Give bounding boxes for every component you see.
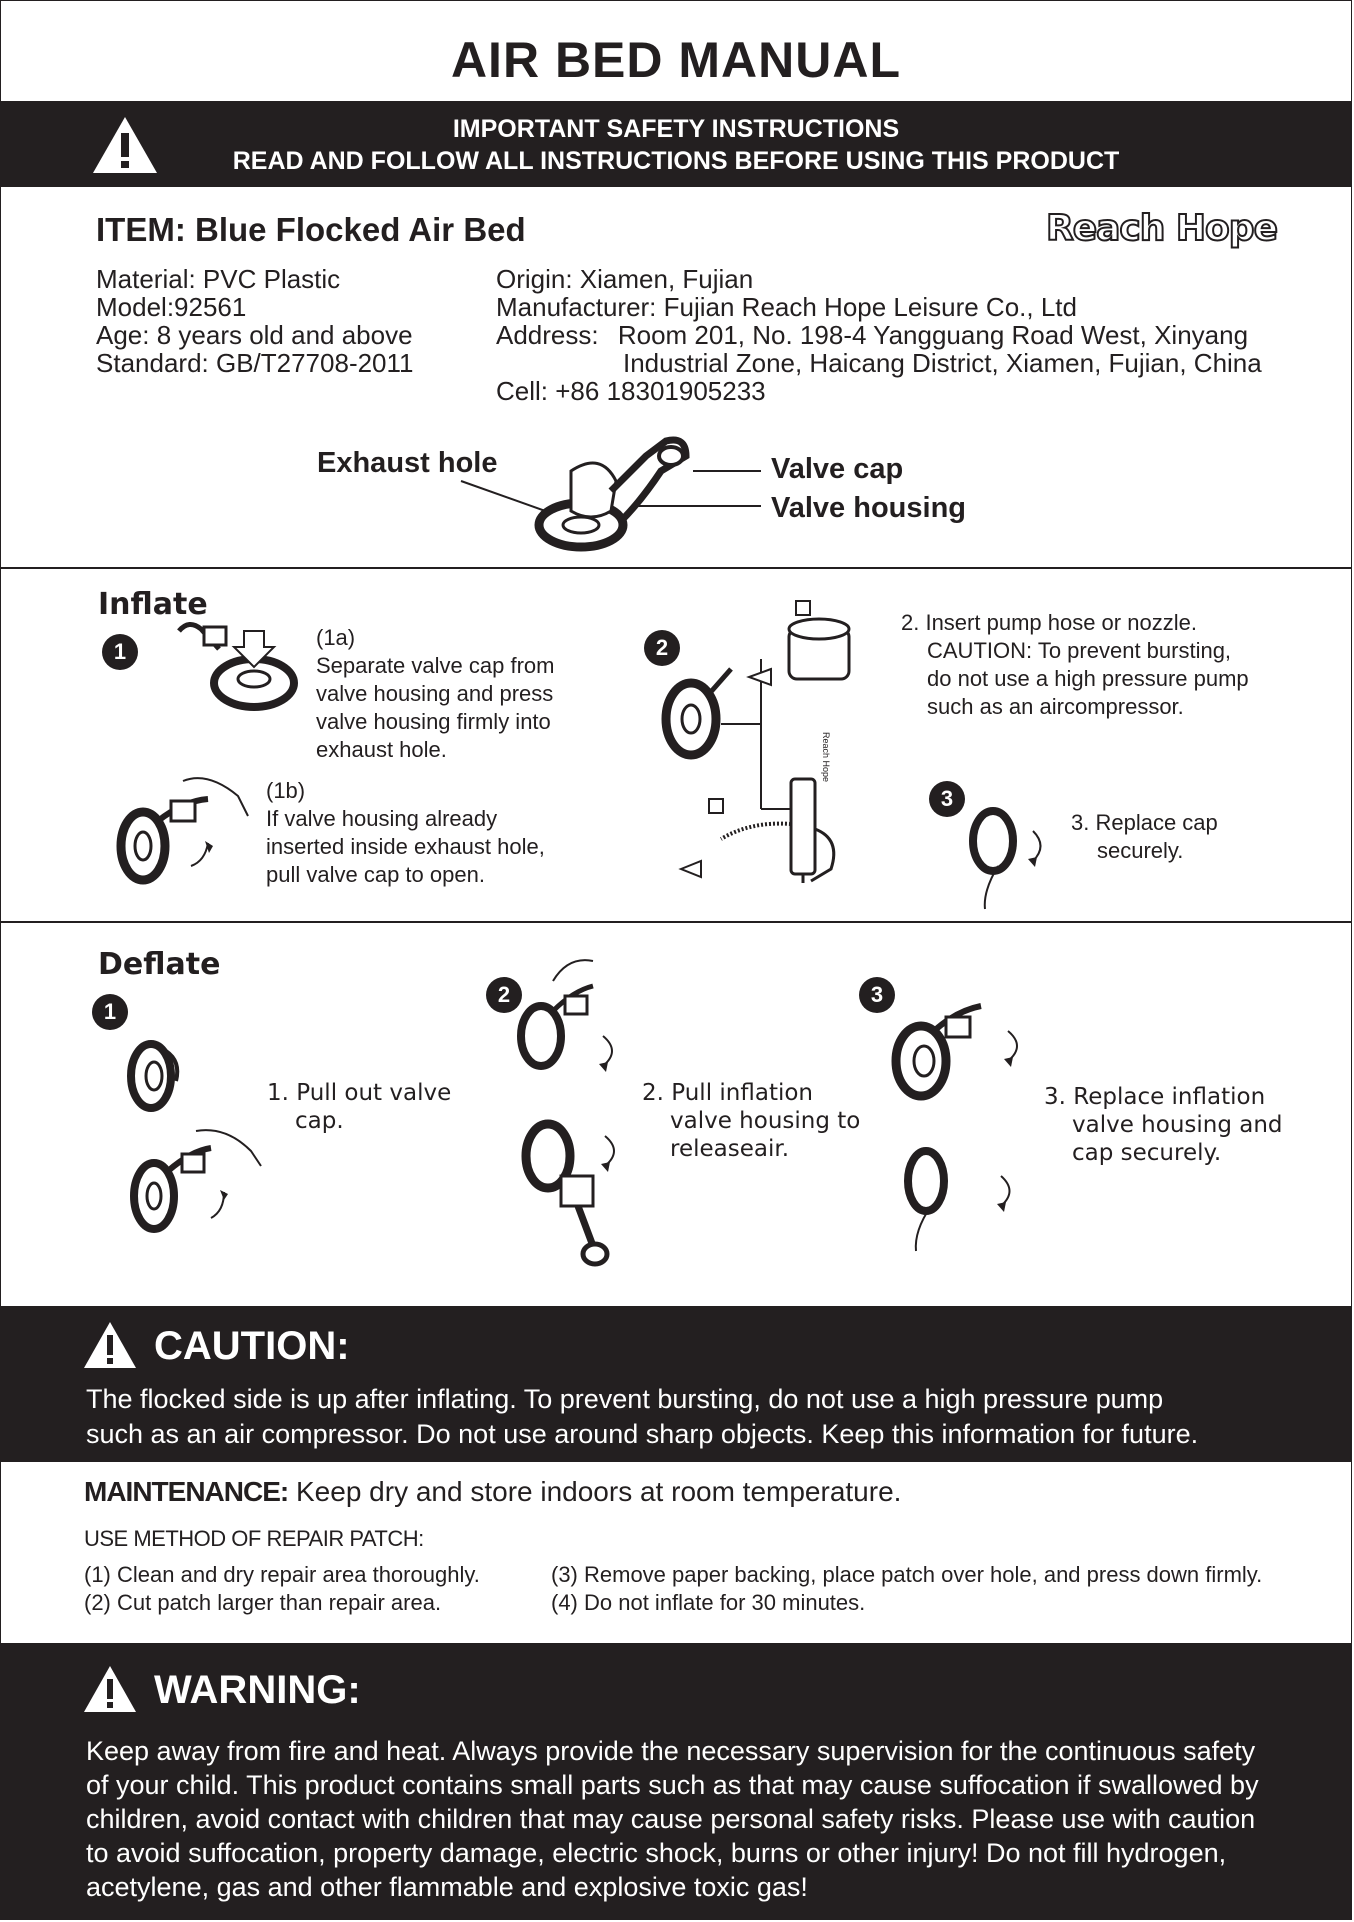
step-1a-line-3: valve housing firmly into xyxy=(316,709,551,734)
step-1a-line-1: Separate valve cap from xyxy=(316,653,555,678)
deflate-step-1-line-1: 1. Pull out valve xyxy=(267,1080,452,1106)
repair-steps-right xyxy=(551,1561,1262,1617)
brand-logo: Reach Hope xyxy=(1046,208,1277,249)
repair-step-1: (1) Clean and dry repair area thoroughly. xyxy=(84,1562,480,1587)
safety-line-2: READ AND FOLLOW ALL INSTRUCTIONS BEFORE USING THIS PRODUCT xyxy=(232,147,1120,175)
address xyxy=(496,321,1262,349)
caution-line-2: such as an air compressor. Do not use around sharp objects. Keep this information for future. xyxy=(86,1419,1199,1449)
inflate-step-3-text xyxy=(1071,809,1218,865)
deflate-release-icon xyxy=(513,956,633,1286)
repair-step-4: (4) Do not inflate for 30 minutes. xyxy=(551,1590,866,1615)
step-1b-line-2: inserted inside exhaust hole, xyxy=(266,834,545,859)
repair-step-2: (2) Cut patch larger than repair area. xyxy=(84,1590,442,1615)
origin: Origin: Xiamen, Fujian xyxy=(496,264,754,294)
valve-illustration-icon xyxy=(461,431,761,551)
item-title: ITEM: Blue Flocked Air Bed xyxy=(96,211,526,248)
deflate-pull-hand-icon xyxy=(126,1126,266,1236)
warning-heading: WARNING: xyxy=(154,1668,361,1712)
warning-line-1: Keep away from fire and heat. Always provide the necessary supervision for the continuous safety xyxy=(86,1736,1256,1766)
warning-line-4: to avoid suffocation, property damage, electric shock, burns or other injury! Do not fill hydrogen, xyxy=(86,1838,1227,1868)
warning-triangle-icon xyxy=(83,1665,137,1713)
safety-banner xyxy=(1,101,1351,187)
warning-triangle-icon xyxy=(83,1321,137,1369)
step-1b-label: (1b) xyxy=(266,778,306,803)
inflate-step-2-badge: 2 xyxy=(644,630,680,666)
model: Model:92561 xyxy=(96,292,247,322)
maintenance-body: Keep dry and store indoors at room temperature. xyxy=(288,1476,902,1507)
cell: Cell: +86 18301905233 xyxy=(496,376,766,406)
step-1a-line-4: exhaust hole. xyxy=(316,737,447,762)
item-specs-left xyxy=(96,265,414,377)
step-3-line-1: 3. Replace cap xyxy=(1071,810,1218,835)
air-pump-icon xyxy=(661,599,901,884)
inflate-step-3-badge: 3 xyxy=(929,781,965,817)
inflate-step-1a-text xyxy=(316,624,554,764)
deflate-step-2-line-2: valve housing to xyxy=(670,1108,861,1134)
safety-line-1: IMPORTANT SAFETY INSTRUCTIONS xyxy=(452,115,900,143)
step-1a-label: (1a) xyxy=(316,625,356,650)
deflate-title: Deflate xyxy=(98,947,221,982)
manufacturer: Manufacturer: Fujian Reach Hope Leisure Co., Ltd xyxy=(496,292,1077,322)
deflate-step-1-badge: 1 xyxy=(92,994,128,1030)
caution-heading: CAUTION: xyxy=(154,1324,350,1368)
deflate-valve-icon xyxy=(126,1036,186,1116)
caution-text xyxy=(86,1382,1198,1452)
inflate-title: Inflate xyxy=(98,587,208,622)
valve-cap-label: Valve cap xyxy=(771,453,904,485)
step-1b-line-3: pull valve cap to open. xyxy=(266,862,485,887)
deflate-step-1-line-2: cap. xyxy=(295,1108,344,1134)
page-title: AIR BED MANUAL xyxy=(450,32,902,88)
warning-line-3: children, avoid contact with children that may cause personal safety risks. Please use with caution xyxy=(86,1804,1256,1834)
deflate-step-3-line-2: valve housing and xyxy=(1072,1112,1283,1138)
repair-step-3: (3) Remove paper backing, place patch over hole, and press down firmly. xyxy=(551,1562,1263,1587)
divider-1 xyxy=(1,567,1351,569)
deflate-step-2-line-3: releaseair. xyxy=(670,1136,790,1162)
deflate-step-3-line-3: cap securely. xyxy=(1072,1140,1222,1166)
deflate-step-2-text xyxy=(642,1079,860,1163)
warning-line-2: of your child. This product contains small parts such as that may cause suffocation if swallowed by xyxy=(86,1770,1259,1800)
exhaust-hole-label: Exhaust hole xyxy=(317,447,498,479)
deflate-replace-icon xyxy=(886,981,1026,1251)
replace-cap-hand-icon xyxy=(963,801,1053,909)
step-3-line-2: securely. xyxy=(1097,838,1184,863)
maintenance-label: MAINTENANCE: xyxy=(84,1476,289,1507)
age: Age: 8 years old and above xyxy=(96,320,413,350)
inflate-step-1-badge: 1 xyxy=(102,634,138,670)
item-specs-right xyxy=(496,265,1262,405)
address-label: Address: xyxy=(496,320,599,350)
step-2-line-3: do not use a high pressure pump xyxy=(927,666,1249,691)
caution-banner xyxy=(1,1306,1351,1462)
valve-pull-hand-icon xyxy=(113,771,253,886)
maintenance-text xyxy=(84,1476,901,1508)
warning-banner xyxy=(1,1643,1351,1920)
deflate-step-3-badge: 3 xyxy=(859,977,895,1013)
step-2-line-4: such as an aircompressor. xyxy=(927,694,1184,719)
step-2-line-1: 2. Insert pump hose or nozzle. xyxy=(901,610,1197,635)
deflate-step-2-line-1: 2. Pull inflation xyxy=(642,1080,813,1106)
valve-housing-label: Valve housing xyxy=(771,492,966,524)
warning-line-5: acetylene, gas and other flammable and explosive toxic gas! xyxy=(86,1872,808,1902)
deflate-step-3-text xyxy=(1044,1083,1283,1167)
address-line-2: Industrial Zone, Haicang District, Xiamen, Fujian, China xyxy=(623,348,1262,378)
standard: Standard: GB/T27708-2011 xyxy=(96,348,414,378)
warning-text xyxy=(86,1734,1259,1904)
inflate-step-2-text xyxy=(901,609,1249,721)
deflate-step-1-text xyxy=(267,1079,451,1135)
divider-2 xyxy=(1,921,1351,923)
pump-brand-label: Reach Hope xyxy=(821,731,832,783)
inflate-step-1b-text xyxy=(266,777,545,889)
address-line-1: Room 201, No. 198-4 Yangguang Road West, Xinyang xyxy=(617,320,1249,350)
repair-steps-left xyxy=(84,1561,480,1617)
safety-text xyxy=(1,113,1351,177)
step-1a-line-2: valve housing and press xyxy=(316,681,554,706)
repair-heading: USE METHOD OF REPAIR PATCH: xyxy=(84,1526,424,1551)
caution-line-1: The flocked side is up after inflating. To prevent bursting, do not use a high pressure pump xyxy=(86,1384,1164,1414)
material: Material: PVC Plastic xyxy=(96,264,341,294)
valve-press-icon xyxy=(179,619,299,711)
deflate-step-2-badge: 2 xyxy=(486,977,522,1013)
step-1b-line-1: If valve housing already xyxy=(266,806,498,831)
step-2-line-2: CAUTION: To prevent bursting, xyxy=(927,638,1232,663)
deflate-step-3-line-1: 3. Replace inflation xyxy=(1044,1084,1266,1110)
